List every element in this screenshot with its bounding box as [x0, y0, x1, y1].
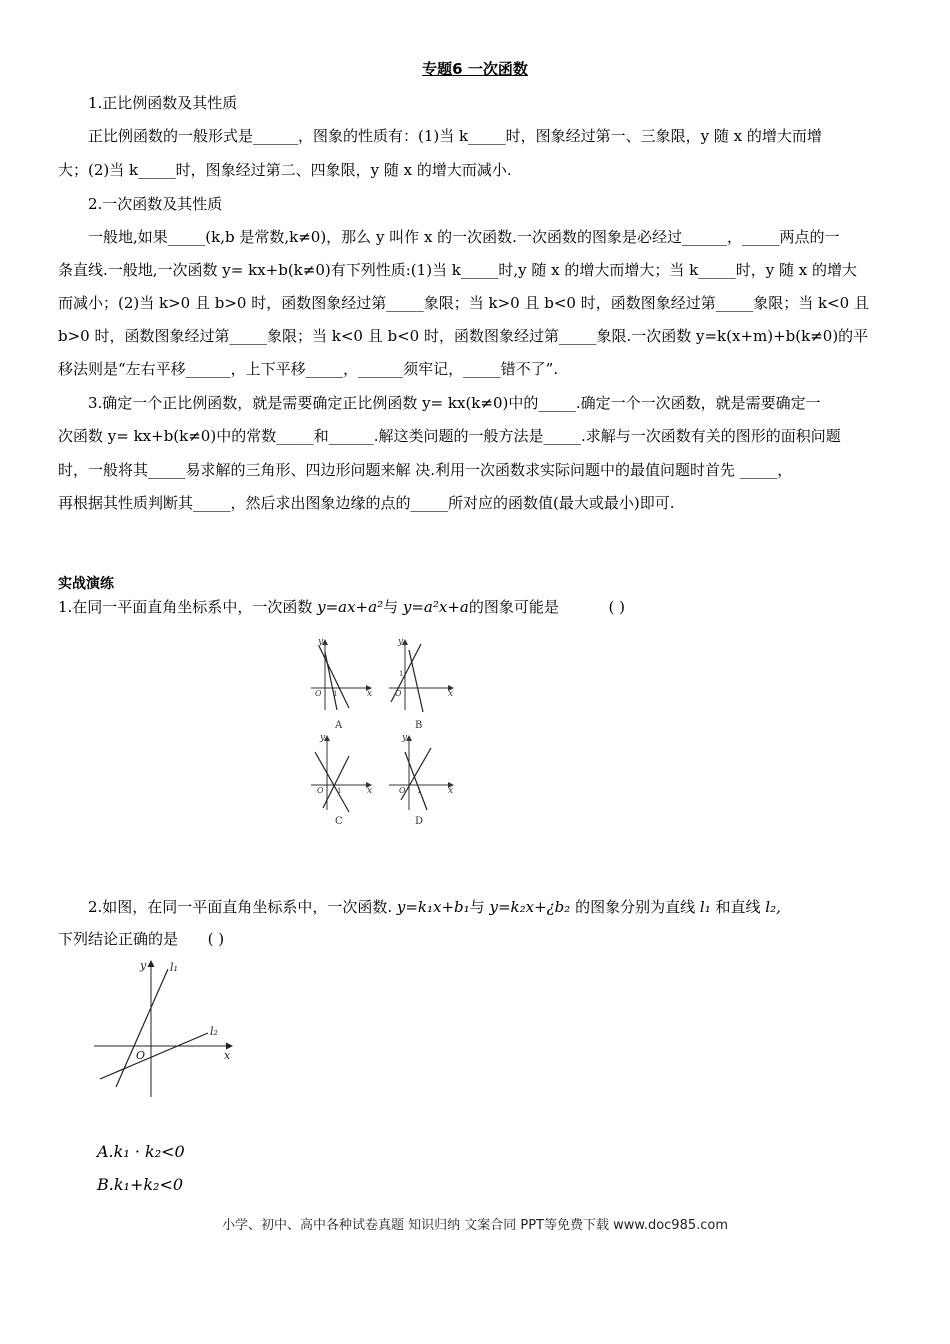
- q1-mid: 与: [383, 598, 399, 616]
- section3-line4: 再根据其性质判断其_____，然后求出图象边缘的点的_____所对应的函数值(最大或最小)即可.: [58, 494, 675, 512]
- graph-c-y-label: y: [320, 733, 326, 743]
- graph-c-tick: 1: [337, 787, 342, 795]
- graph-option-b: [389, 637, 453, 731]
- q2-equation-1: y=k₁x+b₁: [396, 898, 470, 916]
- q1-prefix: 1.在同一平面直角坐标系中，一次函数: [58, 598, 313, 616]
- q1-equation-1: y=ax+a²: [317, 598, 384, 616]
- graph-d-x-label: x: [448, 786, 454, 796]
- q2-line-l2: l₂,: [765, 898, 781, 916]
- graph-c-label: C: [335, 816, 343, 827]
- graph-a-y-label: y: [318, 637, 324, 647]
- graph-b-y-label: y: [398, 637, 404, 647]
- graph-a-x-label: x: [367, 689, 373, 699]
- graph-c-origin: O: [317, 786, 324, 795]
- graph-option-c: [311, 733, 372, 827]
- graph-d-tick: 1: [417, 787, 422, 795]
- q2-x-label: x: [224, 1049, 231, 1062]
- section3-line2: 次函数 y= kx+b(k≠0)中的常数_____和______.解这类问题的一般方法是_____.求解与一次函数有关的图形的面积问题: [58, 427, 841, 445]
- q2-answer-paren: ( ): [207, 930, 225, 948]
- graph-b-tick: 1: [399, 670, 404, 678]
- q2-suffix: 的图象分别为直线: [575, 898, 696, 916]
- graph-b-label: B: [415, 720, 423, 731]
- graph-d-y-label: y: [402, 733, 408, 743]
- section2-line2: 条直线.一般地,一次函数 y= kx+b(k≠0)有下列性质:(1)当 k_____时,y 随 x 的增大而增大；当 k_____时，y 随 x 的增大: [58, 261, 858, 279]
- section3-line3: 时，一般将其_____易求解的三角形、四边形问题来解 决.利用一次函数求实际问题中的最值问题时首先 _____，: [58, 461, 793, 479]
- graph-c-x-label: x: [367, 786, 373, 796]
- q2-l2-label: l₂: [210, 1025, 218, 1038]
- q2-l1-label: l₁: [170, 961, 178, 974]
- graph-a-tick: 1: [333, 690, 338, 698]
- q2-mid: 与: [469, 898, 485, 916]
- q2-y-label: y: [140, 959, 147, 972]
- graph-option-a: [311, 637, 372, 731]
- graph-a-label: A: [335, 720, 343, 731]
- section2-line1: 一般地,如果_____(k,b 是常数,k≠0)，那么 y 叫作 x 的一次函数.一次函数的图象是必经过______，_____两点的一: [88, 228, 840, 246]
- q2-equation-2: y=k₂x+¿b₂: [489, 898, 571, 916]
- section2-line3: 而减小；(2)当 k>0 且 b>0 时，函数图象经过第_____象限；当 k>0 且 b<0 时，函数图象经过第_____象限；当 k<0 且: [58, 294, 869, 312]
- page-title: 专题6 一次函数: [422, 60, 528, 78]
- q2-line-l1: l₁: [699, 898, 711, 916]
- q2-option-a: A.k₁ · k₂<0: [97, 1142, 185, 1161]
- section2-line4: b>0 时，函数图象经过第_____象限；当 k<0 且 b<0 时，函数图象经过第_____象限.一次函数 y=k(x+m)+b(k≠0)的平: [58, 327, 869, 345]
- q2-prefix: 2.如图，在同一平面直角坐标系中，一次函数.: [88, 898, 393, 916]
- q1-option-graphs: [305, 632, 465, 832]
- question-1: [58, 596, 625, 617]
- question-2: [58, 896, 781, 917]
- q2-origin: O: [136, 1049, 146, 1062]
- q2-option-b: B.k₁+k₂<0: [97, 1175, 184, 1194]
- graph-option-d: [389, 733, 453, 827]
- graph-b-x-label: x: [448, 689, 454, 699]
- section2-heading: 2.一次函数及其性质: [88, 195, 223, 213]
- section1-heading: 1.正比例函数及其性质: [88, 94, 238, 112]
- section2-line5: 移法则是“左右平移______，上下平移_____，______须牢记，_____错不了”.: [58, 360, 559, 378]
- practice-heading: 实战演练: [58, 576, 114, 592]
- line-l2: [100, 1033, 208, 1079]
- q1-answer-paren: ( ): [608, 598, 625, 616]
- section3-line1: 3.确定一个正比例函数，就是需要确定正比例函数 y= kx(k≠0)中的_____.确定一个一次函数，就是需要确定一: [88, 394, 821, 412]
- graph-d-origin: O: [399, 786, 406, 795]
- q2-graph: [90, 955, 250, 1100]
- q1-suffix: 的图象可能是: [468, 598, 559, 616]
- graph-d-label: D: [415, 816, 424, 827]
- q2-and: 和直线: [715, 898, 761, 916]
- question-2-line2: [58, 928, 224, 949]
- graph-a-origin: O: [315, 689, 322, 698]
- section1-line1: 正比例函数的一般形式是______，图象的性质有：(1)当 k_____时，图象经过第一、三象限，y 随 x 的增大而增: [88, 127, 822, 145]
- q2-line2-text: 下列结论正确的是: [58, 930, 179, 948]
- graph-b-origin: O: [395, 689, 402, 698]
- section1-line2: 大；(2)当 k_____时，图象经过第二、四象限，y 随 x 的增大而减小.: [58, 161, 512, 179]
- q1-equation-2: y=a²x+a: [402, 598, 469, 616]
- page-footer: 小学、初中、高中各种试卷真题 知识归纳 文案合同 PPT等免费下载 www.doc985.com: [221, 1218, 729, 1233]
